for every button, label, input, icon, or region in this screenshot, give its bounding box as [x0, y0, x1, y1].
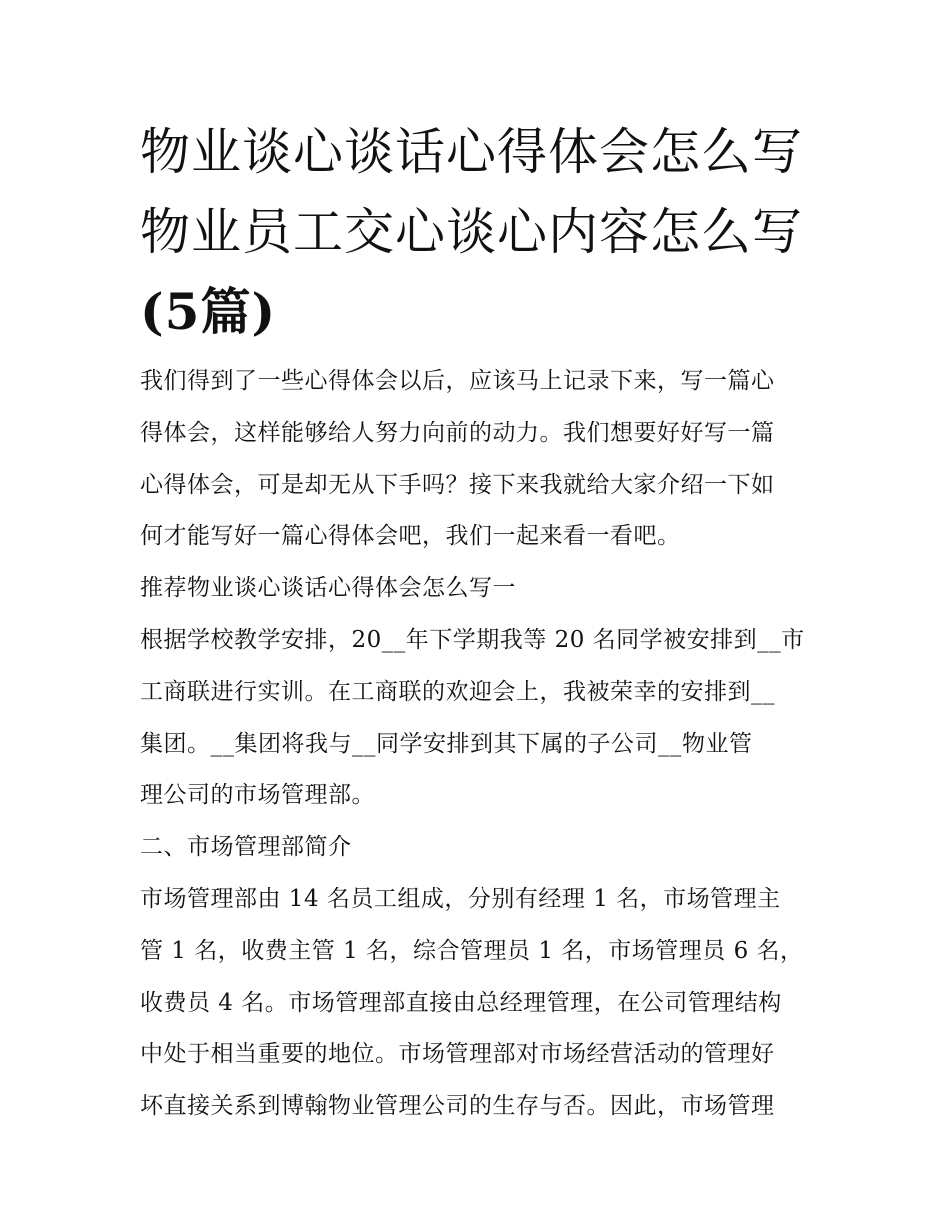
body-line-13: 收费员 4 名。市场管理部直接由总经理管理，在公司管理结构: [140, 989, 782, 1016]
title-line-1: 物业谈心谈话心得体会怎么写: [140, 123, 803, 181]
body-line-9: 理公司的市场管理部。: [140, 782, 375, 809]
body-line-15: 坏直接关系到博翰物业管理公司的生存与否。因此，市场管理: [140, 1093, 775, 1120]
document-body: [140, 356, 820, 1133]
body-line-4: 何才能写好一篇心得体会吧，我们一起来看一看吧。: [140, 523, 681, 550]
body-line-7: 工商联进行实训。在工商联的欢迎会上，我被荣幸的安排到__: [140, 678, 775, 705]
section-heading-2: 二、市场管理部简介: [140, 834, 352, 861]
body-line-8: 集团。__集团将我与__同学安排到其下属的子公司__物业管: [140, 730, 753, 757]
body-line-14: 中处于相当重要的地位。市场管理部对市场经营活动的管理好: [140, 1041, 775, 1068]
body-line-2: 得体会，这样能够给人努力向前的动力。我们想要好好写一篇: [140, 419, 775, 446]
title-line-2: 物业员工交心谈心内容怎么写: [140, 203, 803, 261]
body-line-12: 管 1 名，收费主管 1 名，综合管理员 1 名，市场管理员 6 名，: [140, 937, 804, 964]
body-line-3: 心得体会，可是却无从下手吗？接下来我就给大家介绍一下如: [140, 471, 775, 498]
section-heading-1: 推荐物业谈心谈话心得体会怎么写一: [140, 575, 516, 602]
body-line-11: 市场管理部由 14 名员工组成，分别有经理 1 名，市场管理主: [140, 885, 781, 912]
body-line-1: 我们得到了一些心得体会以后，应该马上记录下来，写一篇心: [140, 368, 775, 394]
title-line-3: (5篇): [140, 282, 277, 341]
document-title: [140, 112, 830, 352]
body-line-6: 根据学校教学安排，20__年下学期我等 20 名同学被安排到__市: [140, 626, 805, 653]
